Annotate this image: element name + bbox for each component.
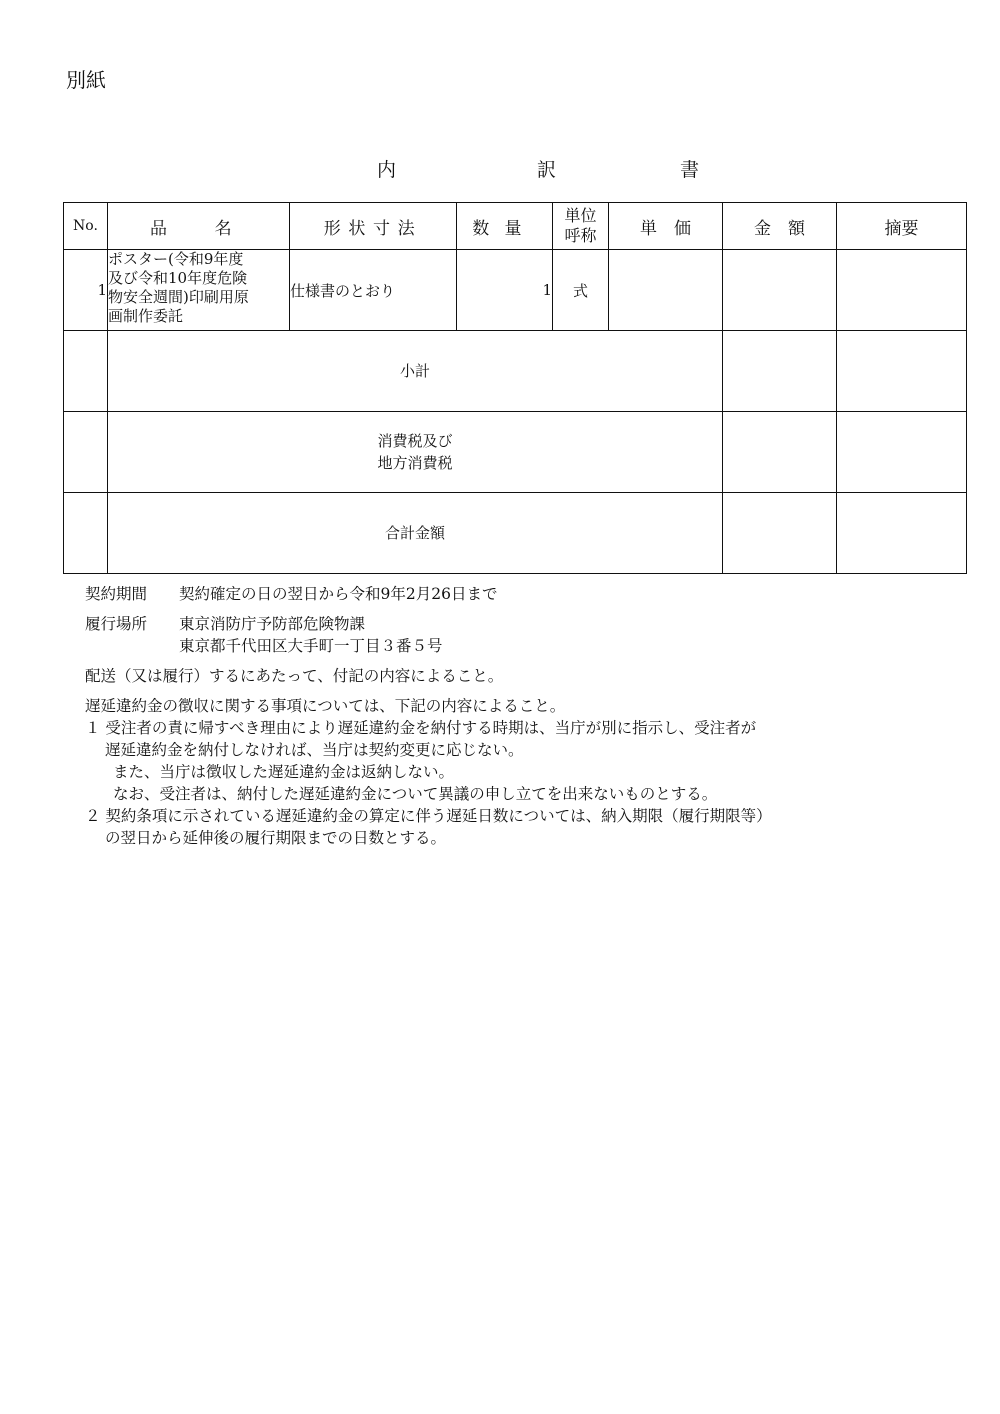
contract-period-value: 契約確定の日の翌日から令和9年2月26日まで xyxy=(179,585,498,603)
total-label: 合計金額 xyxy=(108,493,723,574)
penalty-item1-line1: １ 受注者の責に帰すべき理由により遅延違約金を納付する時期は、当庁が別に指示し、受注者が xyxy=(85,719,757,737)
header-remarks: 摘要 xyxy=(837,203,967,250)
penalty-item1-line2: 遅延違約金を納付しなければ、当庁は契約変更に応じない。 xyxy=(105,741,524,759)
item-quantity: 1 xyxy=(457,250,553,331)
penalty-item2-line2: の翌日から延伸後の履行期限までの日数とする。 xyxy=(105,829,447,847)
subtotal-no xyxy=(64,331,108,412)
header-unit-line2: 呼称 xyxy=(564,226,597,245)
penalty-intro: 遅延違約金の徴収に関する事項については、下記の内容によること。 xyxy=(85,697,566,715)
item-remarks xyxy=(837,250,967,331)
total-remarks xyxy=(837,493,967,574)
notes-section xyxy=(85,583,945,849)
performance-place xyxy=(85,613,945,635)
header-quantity: 数量 xyxy=(457,203,553,250)
item-shape: 仕様書のとおり xyxy=(290,250,457,331)
header-amount: 金 額 xyxy=(723,203,837,250)
tax-remarks xyxy=(837,412,967,493)
item-name-line3: 物安全週間)印刷用原 xyxy=(108,288,249,306)
item-no: 1 xyxy=(64,250,108,331)
subtotal-label: 小計 xyxy=(108,331,723,412)
total-amount xyxy=(723,493,837,574)
attachment-label: 別紙 xyxy=(66,68,106,92)
title-char-2: 訳 xyxy=(537,159,557,181)
item-name-line1: ポスター(令和9年度 xyxy=(108,250,244,268)
header-unit xyxy=(553,203,609,250)
penalty-item2-line1: ２ 契約条項に示されている遅延違約金の算定に伴う遅延日数については、納入期限（履行期限等） xyxy=(85,807,772,825)
subtotal-amount xyxy=(723,331,837,412)
header-unit-price: 単 価 xyxy=(609,203,723,250)
penalty-item1-line3: また、当庁は徴収した遅延違約金は返納しない。 xyxy=(113,763,455,781)
total-row xyxy=(64,493,967,574)
item-name-line4: 画制作委託 xyxy=(108,307,184,325)
performance-place-label: 履行場所 xyxy=(85,615,148,633)
penalty-item1-line4: なお、受注者は、納付した遅延違約金について異議の申し立てを出来ないものとする。 xyxy=(113,785,718,803)
header-shape-size: 形状寸法 xyxy=(290,203,457,250)
tax-row xyxy=(64,412,967,493)
subtotal-remarks xyxy=(837,331,967,412)
item-amount xyxy=(723,250,837,331)
item-name-line2: 及び令和10年度危険 xyxy=(108,269,248,287)
item-unit: 式 xyxy=(553,250,609,331)
document-title xyxy=(0,155,1000,181)
contract-period-label: 契約期間 xyxy=(85,585,148,603)
contract-period xyxy=(85,583,945,605)
total-no xyxy=(64,493,108,574)
tax-label-line2: 地方消費税 xyxy=(377,454,453,472)
header-item-name: 品 名 xyxy=(108,203,290,250)
header-no: No. xyxy=(64,203,108,250)
performance-place-line1: 東京消防庁予防部危険物課 xyxy=(179,615,366,633)
tax-amount xyxy=(723,412,837,493)
breakdown-table xyxy=(63,202,967,574)
table-row xyxy=(64,250,967,331)
title-char-3: 書 xyxy=(680,159,700,181)
tax-label xyxy=(108,412,723,493)
item-unit-price xyxy=(609,250,723,331)
title-char-1: 内 xyxy=(377,159,397,181)
performance-place-line2: 東京都千代田区大手町一丁目３番５号 xyxy=(179,637,443,655)
tax-label-line1: 消費税及び xyxy=(377,432,453,450)
item-name xyxy=(108,250,290,331)
table-header-row xyxy=(64,203,967,250)
header-unit-line1: 単位 xyxy=(564,206,597,225)
delivery-note: 配送（又は履行）するにあたって、付記の内容によること。 xyxy=(85,667,504,685)
subtotal-row xyxy=(64,331,967,412)
tax-no xyxy=(64,412,108,493)
